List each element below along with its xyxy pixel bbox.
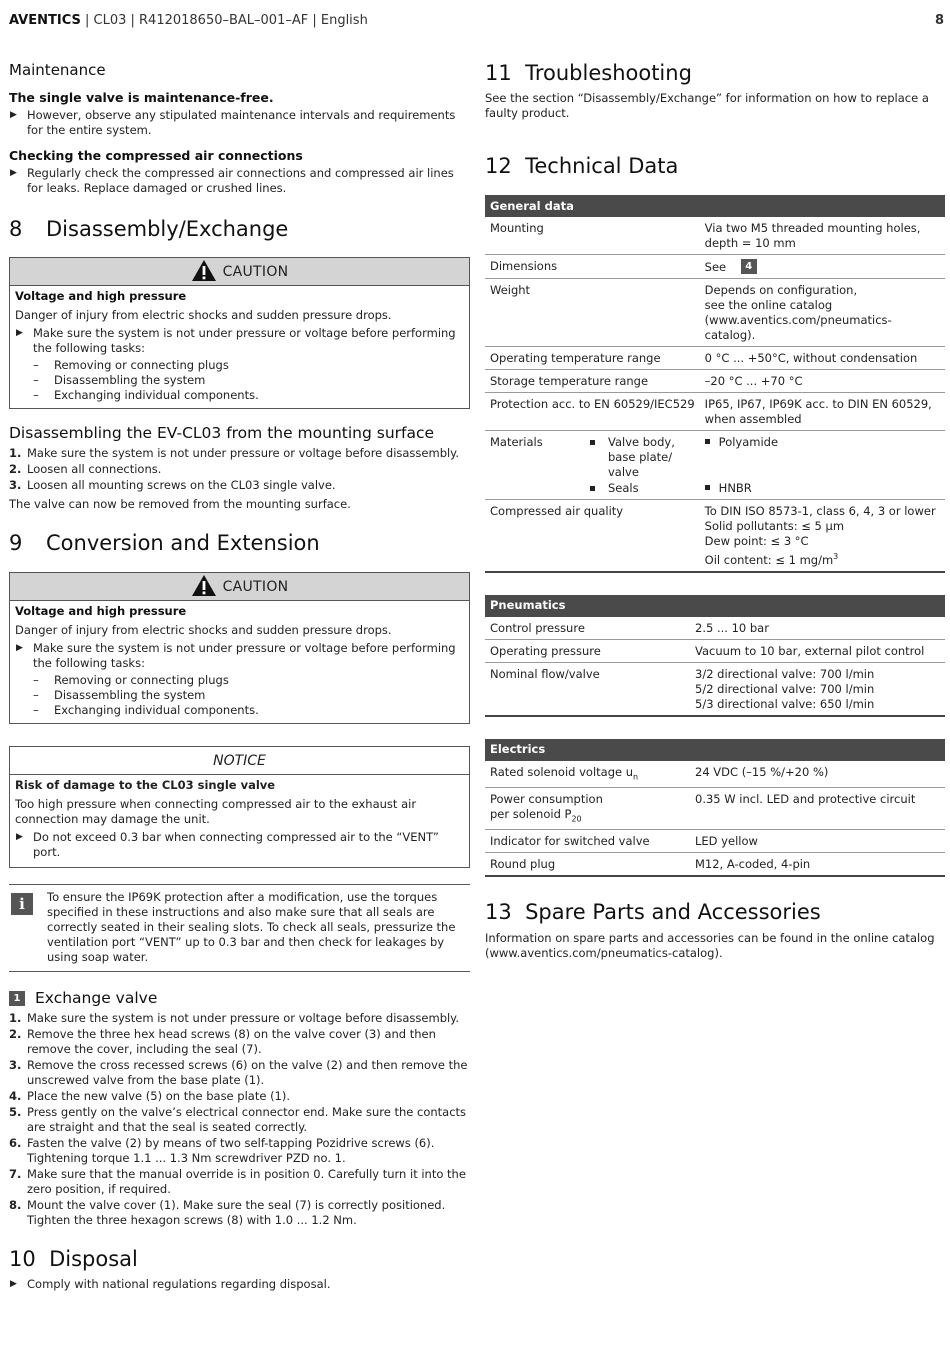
caution-box-2 (9, 572, 470, 724)
table-row: Round plug M12, A-coded, 4-pin (485, 853, 945, 877)
notice-header: NOTICE (10, 747, 469, 775)
bullet-item: ▶ However, observe any stipulated maintenance intervals and requirements for the entire system. (10, 108, 456, 137)
task-item: – Disassembling the system (33, 688, 206, 702)
bullet-item: ▶ Comply with national regulations regarding disposal. (10, 1277, 331, 1291)
caution-header: CAUTION (10, 573, 469, 601)
caution-heading: Voltage and high pressure (15, 604, 187, 618)
right-column (485, 60, 945, 961)
table-row: Power consumption per solenoid $P_{20}$ 0.35 W incl. LED and protective circuit (485, 788, 945, 830)
table-row: Control pressure 2.5 ... 10 bar (485, 617, 945, 640)
maintenance-title: Maintenance (9, 61, 106, 79)
triangle-bullet-icon: ▶ (10, 1279, 17, 1289)
maintenance-free: The single valve is maintenance-free. (9, 90, 274, 105)
table-row: Dimensions See 4 (485, 255, 945, 279)
table-row: Mounting Via two M5 threaded mounting holes, depth = 10 mm (485, 217, 945, 255)
triangle-bullet-icon: ▶ (10, 168, 17, 178)
notice-text: Too high pressure when connecting compressed air to the exhaust air connection may damage the unit. (15, 797, 417, 826)
task-item: – Exchanging individual components. (33, 703, 259, 717)
page-number: 8 (934, 13, 944, 28)
disassembling-after: The valve can now be removed from the mounting surface. (9, 497, 351, 511)
chapter-12-title: 12 Technical Data (485, 154, 679, 178)
page-header (9, 13, 944, 28)
left-column (9, 60, 470, 1294)
exchange-valve-title: 1 Exchange valve (9, 988, 470, 1008)
exchange-steps (9, 1011, 470, 1228)
table-row: Rated solenoid voltage $u_n$ 24 VDC (–15 %/+20 %) (485, 761, 945, 788)
info-icon: i (11, 893, 33, 915)
list-item: 4. Place the new valve (5) on the base plate (1). (9, 1089, 291, 1103)
triangle-bullet-icon: ▶ (16, 328, 23, 338)
notice-heading: Risk of damage to the CL03 single valve (15, 778, 276, 792)
table-row: Materials Valve body, base plate/ valve Seals Polyamide HNBR (485, 431, 945, 500)
list-item: 2. Loosen all connections. (9, 462, 162, 476)
table-row: Compressed air quality To DIN ISO 8573-1, class 6, 4, 3 or lower Solid pollutants: ≤ 5 µm Dew point: ≤ 3 °C Oil content: ≤ 1 $mg/m^3$ (485, 500, 945, 572)
table-header: General data (485, 195, 945, 217)
info-text: To ensure the IP69K protection after a modification, use the torques specified in these instructions and also make sure that all seals are correctly seated in their sealing slots. To check all seals, pressurize the ventilation port “VENT” up to 0.3 bar and then check for leakages by using soap water. (47, 890, 456, 964)
list-item: 6. Fasten the valve (2) by means of two self-tapping Pozidrive screws (6). Tightening torque 1.1 ... 1.3 Nm screwdriver PZD no. 1. (9, 1136, 435, 1165)
table-row: Weight Depends on configuration, see the online catalog (www.aventics.com/pneumatics-catalog). (485, 279, 945, 347)
task-item: – Disassembling the system (33, 373, 206, 387)
disassembling-steps (9, 446, 470, 493)
table-row: Operating pressure Vacuum to 10 bar, external pilot control (485, 639, 945, 662)
caution-danger: Danger of injury from electric shocks and sudden pressure drops. (15, 623, 392, 637)
task-item: – Exchanging individual components. (33, 388, 259, 402)
disassembling-title: Disassembling the EV-CL03 from the mounting surface (9, 424, 435, 442)
figure-badge: 4 (741, 259, 757, 274)
list-item: 1. Make sure the system is not under pressure or voltage before disassembly. (9, 446, 460, 460)
warning-triangle-icon (191, 259, 217, 282)
list-item: 7. Make sure that the manual override is in position 0. Carefully turn it into the zero position, if required. (9, 1167, 466, 1196)
chapter-11-title: 11 Troubleshooting (485, 61, 692, 85)
bullet-item: ▶ Do not exceed 0.3 bar when connecting compressed air to the “VENT” port. (16, 830, 439, 859)
list-item: 1. Make sure the system is not under pressure or voltage before disassembly. (9, 1011, 460, 1025)
general-data-table (485, 195, 945, 573)
chapter-13-title: 13 Spare Parts and Accessories (485, 900, 821, 925)
bullet-item: ▶ Regularly check the compressed air connections and compressed air lines for leaks. Replace damaged or crushed lines. (10, 166, 454, 195)
figure-badge: 1 (9, 991, 25, 1006)
task-item: – Removing or connecting plugs (33, 358, 229, 372)
triangle-bullet-icon: ▶ (10, 110, 17, 120)
notice-box (9, 746, 470, 868)
table-row: Storage temperature range –20 °C ... +70 °C (485, 370, 945, 393)
pneumatics-table (485, 595, 945, 717)
warning-triangle-icon (191, 574, 217, 597)
caution-box-1 (9, 257, 470, 409)
task-item: – Removing or connecting plugs (33, 673, 229, 687)
caution-header: CAUTION (10, 258, 469, 286)
table-header: Electrics (485, 739, 945, 761)
brand: AVENTICS (9, 13, 81, 28)
triangle-bullet-icon: ▶ (16, 832, 23, 842)
table-row: Operating temperature range 0 °C ... +50°C, without condensation (485, 347, 945, 370)
electrics-table (485, 739, 945, 878)
list-item: 5. Press gently on the valve’s electrical connector end. Make sure the contacts are straight and that the seal is seated correctly. (9, 1105, 467, 1134)
chapter-10-title: 10 Disposal (9, 1247, 138, 1271)
caution-danger: Danger of injury from electric shocks and sudden pressure drops. (15, 308, 392, 322)
list-item: 3. Loosen all mounting screws on the CL03 single valve. (9, 478, 336, 492)
triangle-bullet-icon: ▶ (16, 643, 23, 653)
table-row: Indicator for switched valve LED yellow (485, 830, 945, 853)
info-box (9, 884, 470, 972)
list-item: 2. Remove the three hex head screws (8) on the valve cover (3) and then remove the cover, including the seal (7). (9, 1027, 436, 1056)
chapter-8-title: 8 Disassembly/Exchange (9, 217, 289, 241)
table-header: Pneumatics (485, 595, 945, 617)
spare-parts-text: Information on spare parts and accessories can be found in the online catalog (www.aventics.com/pneumatics-catalog). (485, 931, 935, 961)
table-row: Protection acc. to EN 60529/IEC529 IP65, IP67, IP69K acc. to DIN EN 60529, when assembled (485, 393, 945, 431)
troubleshooting-text: See the section “Disassembly/Exchange” for information on how to replace a faulty product. (485, 91, 929, 120)
doc-id: | CL03 | R412018650–BAL–001–AF | English (80, 13, 368, 28)
caution-heading: Voltage and high pressure (15, 289, 187, 303)
bullet-item: ▶ Make sure the system is not under pressure or voltage before performing the following tasks: (16, 326, 456, 355)
list-item: 3. Remove the cross recessed screws (6) on the valve (2) and then remove the unscrewed valve from the base plate (1). (9, 1058, 468, 1087)
bullet-item: ▶ Make sure the system is not under pressure or voltage before performing the following tasks: (16, 641, 456, 670)
table-row: Nominal flow/valve 3/2 directional valve: 700 l/min 5/2 directional valve: 700 l/min 5/3 directional valve: 650 l/min (485, 662, 945, 716)
chapter-9-title: 9 Conversion and Extension (9, 531, 320, 555)
check-air-title: Checking the compressed air connections (9, 148, 303, 163)
list-item: 8. Mount the valve cover (1). Make sure the seal (7) is correctly positioned. Tighten the three hexagon screws (8) with 1.0 ... 1.2 Nm. (9, 1198, 446, 1227)
